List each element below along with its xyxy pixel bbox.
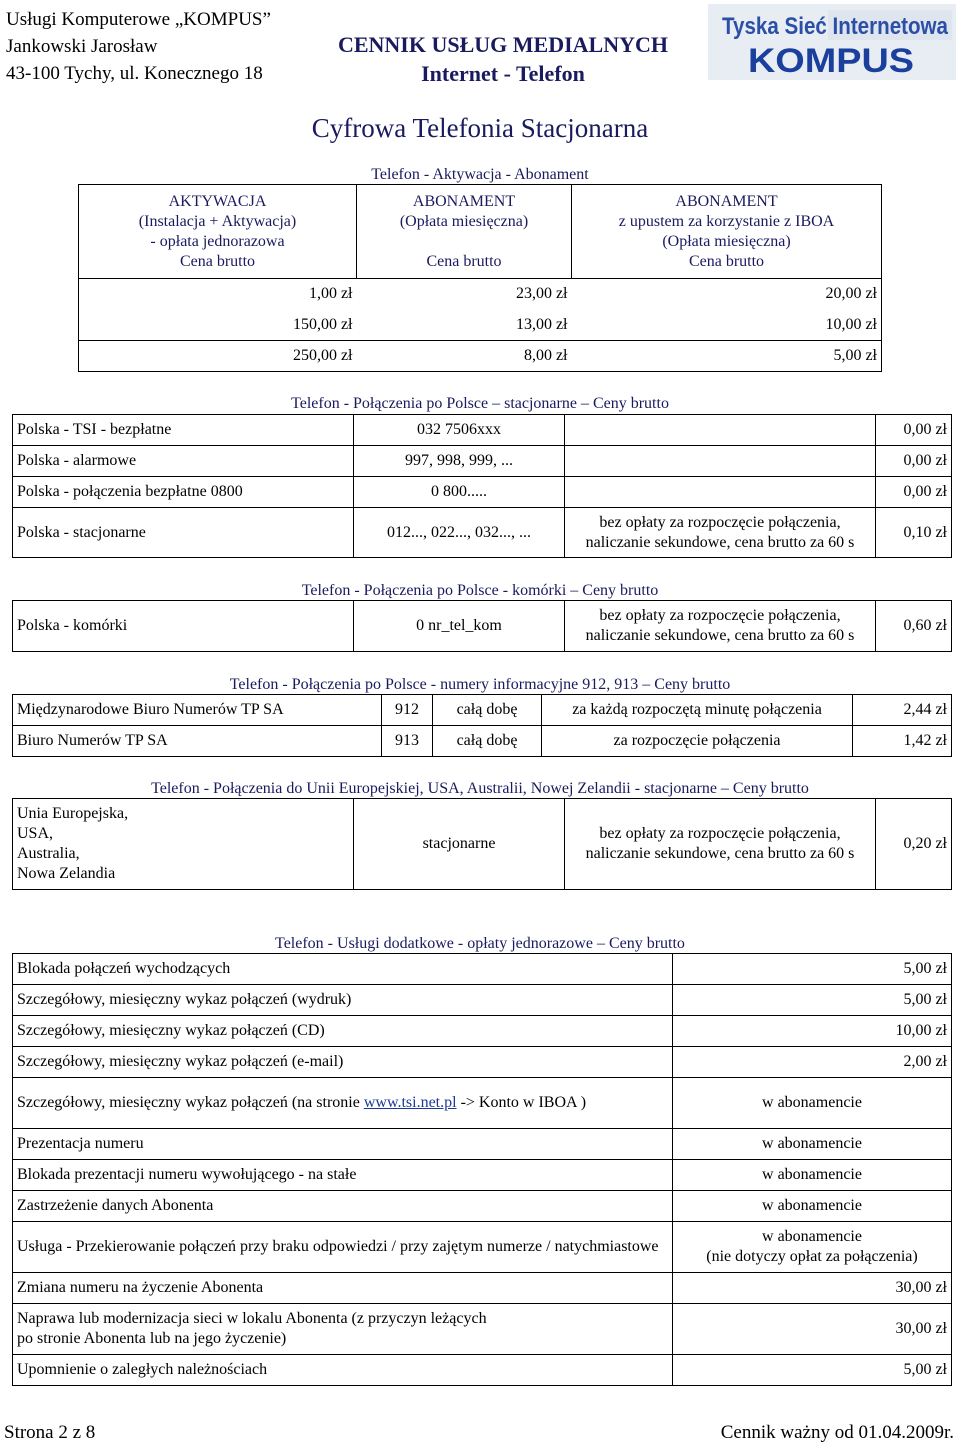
service-name: Szczegółowy, miesięczny wykaz połączeń (CD) <box>13 1016 673 1047</box>
document-title <box>318 30 688 88</box>
main-title: Cyfrowa Telefonia Stacjonarna <box>311 113 649 143</box>
service-name: Szczegółowy, miesięczny wykaz połączeń (e-mail) <box>13 1047 673 1078</box>
table-row <box>79 279 882 310</box>
company-owner: Jankowski Jarosław <box>6 36 158 57</box>
table-row <box>13 799 952 890</box>
company-address: 43-100 Tychy, ul. Konecznego 18 <box>6 63 263 84</box>
destination-price: 0,60 zł <box>876 601 952 652</box>
domestic-title: Telefon - Połączenia po Polsce – stacjonarne – Ceny brutto <box>291 395 669 412</box>
table-row <box>13 695 952 726</box>
destination-note <box>565 415 876 446</box>
destination-prefix: 032 7506xxx <box>354 415 565 446</box>
table-row <box>13 415 952 446</box>
destination-note: bez opłaty za rozpoczęcie połączenia, naliczanie sekundowe, cena brutto za 60 s <box>565 508 876 558</box>
info-table <box>12 694 952 757</box>
table-row <box>13 954 952 985</box>
subscription-price: 23,00 zł <box>515 285 568 303</box>
service-name: Zmiana numeru na życzenie Abonenta <box>13 1273 673 1304</box>
service-description: za każdą rozpoczętą minutę połączenia <box>542 695 853 726</box>
destination-name: Polska - połączenia bezpłatne 0800 <box>13 477 354 508</box>
eu-table <box>12 798 952 890</box>
table-row <box>13 446 952 477</box>
service-name-text: Szczegółowy, miesięczny wykaz połączeń (na stronie <box>17 1094 364 1111</box>
service-price: 5,00 zł <box>673 985 952 1016</box>
activation-price: 1,00 zł <box>79 279 357 310</box>
company-info <box>6 6 271 87</box>
service-name: Blokada prezentacji numeru wywołującego - na stałe <box>13 1160 673 1191</box>
destination-name: Polska - alarmowe <box>13 446 354 477</box>
service-name: Zastrzeżenie danych Abonenta <box>13 1191 673 1222</box>
table-row <box>13 1191 952 1222</box>
table-row <box>13 508 952 558</box>
destination-note: bez opłaty za rozpoczęcie połączenia, naliczanie sekundowe, cena brutto za 60 s <box>565 601 876 652</box>
service-hours: całą dobę <box>433 726 542 757</box>
info-title: Telefon - Połączenia po Polsce - numery informacyjne 912, 913 – Ceny brutto <box>229 676 731 693</box>
table-row <box>13 1078 952 1129</box>
service-price: 5,00 zł <box>673 1355 952 1386</box>
destination-note: bez opłaty za rozpoczęcie połączenia, naliczanie sekundowe, cena brutto za 60 s <box>565 799 876 890</box>
service-name <box>13 1078 673 1129</box>
service-price: w abonamencie <box>673 1129 952 1160</box>
table-row <box>13 1273 952 1304</box>
destination-price: 0,20 zł <box>876 799 952 890</box>
service-price: 2,00 zł <box>673 1047 952 1078</box>
service-price: w abonamencie <box>673 1078 952 1129</box>
service-price: 30,00 zł <box>673 1273 952 1304</box>
subscription-header: ABONAMENT (Opłata miesięczna) Cena brutto <box>357 185 572 279</box>
service-name: Naprawa lub modernizacja sieci w lokalu Abonenta (z przyczyn leżących po stronie Abonenta lub na jego życzenie) <box>13 1304 673 1355</box>
service-name: Blokada połączeń wychodzących <box>13 954 673 985</box>
extras-title: Telefon - Usługi dodatkowe - opłaty jednorazowe – Ceny brutto <box>275 935 685 952</box>
logo-text-top: Tyska Sieć Internetowa <box>722 13 949 40</box>
service-price: 10,00 zł <box>673 1016 952 1047</box>
destination-price: 0,00 zł <box>876 477 952 508</box>
table-row <box>79 341 882 372</box>
validity-date: Cennik ważny od 01.04.2009r. <box>720 1422 954 1443</box>
service-name: Upomnienie o zaległych należnościach <box>13 1355 673 1386</box>
service-name: Prezentacja numeru <box>13 1129 673 1160</box>
service-price: w abonamencie (nie dotyczy opłat za połączenia) <box>673 1222 952 1273</box>
activation-price: 150,00 zł <box>79 310 357 341</box>
service-name-text-end: -> Konto w IBOA ) <box>456 1094 587 1111</box>
destination-prefix: 012..., 022..., 032..., ... <box>354 508 565 558</box>
destination-name: Unia Europejska, USA, Australia, Nowa Zelandia <box>13 799 354 890</box>
table-row <box>13 601 952 652</box>
service-number: 912 <box>382 695 433 726</box>
destination-name: Polska - komórki <box>13 601 354 652</box>
destination-price: 0,00 zł <box>876 446 952 477</box>
table-row <box>13 1355 952 1386</box>
mobile-title: Telefon - Połączenia po Polsce - komórki – Ceny brutto <box>301 582 659 599</box>
company-logo <box>708 4 956 80</box>
destination-prefix: 0 nr_tel_kom <box>354 601 565 652</box>
subscription-price: 8,00 zł <box>357 341 572 372</box>
service-name: Szczegółowy, miesięczny wykaz połączeń (wydruk) <box>13 985 673 1016</box>
service-price: w abonamencie <box>673 1160 952 1191</box>
eu-title: Telefon - Połączenia do Unii Europejskiej, USA, Australii, Nowej Zelandii - stacjonarne – Ceny brutto <box>151 780 809 797</box>
table-row <box>79 310 882 341</box>
destination-prefix: 0 800..... <box>354 477 565 508</box>
destination-price: 0,00 zł <box>876 415 952 446</box>
activation-header: AKTYWACJA (Instalacja + Aktywacja) - opłata jednorazowa Cena brutto <box>79 185 357 279</box>
page-number: Strona 2 z 8 <box>4 1422 96 1443</box>
service-price: w abonamencie <box>673 1191 952 1222</box>
service-number: 913 <box>382 726 433 757</box>
service-price: 2,44 zł <box>853 695 952 726</box>
destination-type: stacjonarne <box>354 799 565 890</box>
tsi-website-link[interactable]: www.tsi.net.pl <box>363 1094 457 1111</box>
service-description: za rozpoczęcie połączenia <box>542 726 853 757</box>
table-row <box>13 1129 952 1160</box>
destination-name: Polska - stacjonarne <box>13 508 354 558</box>
activation-table <box>78 184 882 372</box>
table-row <box>13 726 952 757</box>
service-hours: całą dobę <box>433 695 542 726</box>
subscription-price: 13,00 zł <box>515 315 568 333</box>
activation-title: Telefon - Aktywacja - Abonament <box>371 166 589 183</box>
subscription-iboa-price: 10,00 zł <box>572 310 882 341</box>
service-price: 30,00 zł <box>673 1304 952 1355</box>
service-name: Biuro Numerów TP SA <box>13 726 382 757</box>
table-row <box>13 477 952 508</box>
destination-price: 0,10 zł <box>876 508 952 558</box>
service-price: 1,42 zł <box>853 726 952 757</box>
subscription-iboa-header: ABONAMENT z upustem za korzystanie z IBOA (Opłata miesięczna) Cena brutto <box>572 185 882 279</box>
destination-prefix: 997, 998, 999, ... <box>354 446 565 477</box>
table-row <box>13 1160 952 1191</box>
table-row <box>13 1222 952 1273</box>
table-row <box>13 1047 952 1078</box>
logo-text-bottom: KOMPUS <box>748 42 914 80</box>
mobile-table <box>12 600 952 652</box>
destination-name: Polska - TSI - bezpłatne <box>13 415 354 446</box>
destination-note <box>565 477 876 508</box>
destination-note <box>565 446 876 477</box>
subscription-iboa-price: 20,00 zł <box>572 279 882 310</box>
table-row <box>13 1016 952 1047</box>
document-title-line-2: Internet - Telefon <box>421 61 585 86</box>
extras-table <box>12 953 952 1386</box>
table-row <box>13 985 952 1016</box>
company-name: Usługi Komputerowe „KOMPUS” <box>6 9 271 30</box>
document-title-line-1: CENNIK USŁUG MEDIALNYCH <box>337 32 669 57</box>
subscription-iboa-price: 5,00 zł <box>572 341 882 372</box>
domestic-table <box>12 414 952 558</box>
table-row <box>13 1304 952 1355</box>
service-name: Usługa - Przekierowanie połączeń przy braku odpowiedzi / przy zajętym numerze / natychmiastowe <box>13 1222 673 1273</box>
service-price: 5,00 zł <box>673 954 952 985</box>
service-name: Międzynarodowe Biuro Numerów TP SA <box>13 695 382 726</box>
activation-price: 250,00 zł <box>79 341 357 372</box>
